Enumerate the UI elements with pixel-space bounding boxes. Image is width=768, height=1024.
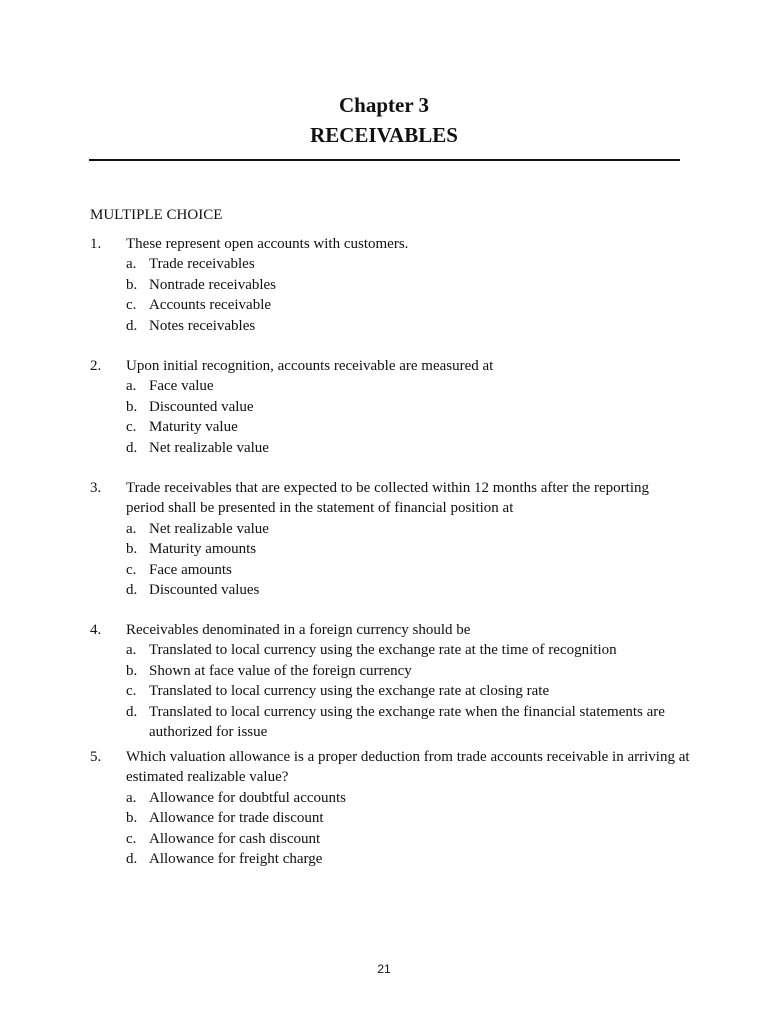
answer-option <box>90 438 690 458</box>
answer-option <box>90 397 690 417</box>
option-letter: b. <box>126 662 138 679</box>
question-number: 5. <box>90 749 102 765</box>
option-text: Allowance for cash discount <box>149 830 321 847</box>
option-letter: d. <box>126 582 138 599</box>
option-text: Trade receivables <box>149 256 255 273</box>
answer-option <box>90 849 690 869</box>
answer-option <box>90 681 690 701</box>
question-number: 3. <box>90 480 102 496</box>
option-text: Face value <box>149 378 214 395</box>
option-letter: b. <box>126 398 138 415</box>
section-heading: MULTIPLE CHOICE <box>90 207 223 223</box>
question-3 <box>90 478 690 600</box>
answer-option <box>90 376 690 396</box>
answer-option <box>90 560 690 580</box>
question-stem: Upon initial recognition, accounts receivable are measured at <box>126 358 494 374</box>
answer-option <box>90 295 690 315</box>
option-text: Maturity amounts <box>149 541 257 558</box>
question-1 <box>90 234 690 336</box>
option-text: Allowance for trade discount <box>149 810 324 827</box>
option-letter: d. <box>126 439 138 456</box>
option-letter: a. <box>126 642 137 659</box>
answer-option <box>90 829 690 849</box>
question-stem: Trade receivables that are expected to be collected within 12 months after the reporting period shall be presented in the statement of financial position at <box>126 480 650 517</box>
option-text: Net realizable value <box>149 520 269 537</box>
option-text: Allowance for freight charge <box>149 851 323 868</box>
answer-option <box>90 275 690 295</box>
answer-option <box>90 788 690 808</box>
option-text: Net realizable value <box>149 439 269 456</box>
option-text: Nontrade receivables <box>149 276 277 293</box>
option-letter: c. <box>126 561 137 578</box>
option-letter: d. <box>126 317 138 334</box>
option-letter: c. <box>126 830 137 847</box>
question-5 <box>90 747 690 869</box>
option-letter: a. <box>126 520 137 537</box>
option-letter: b. <box>126 810 138 827</box>
option-letter: b. <box>126 541 138 558</box>
option-letter: c. <box>126 419 137 436</box>
answer-option <box>90 539 690 559</box>
option-text: Discounted value <box>149 398 254 415</box>
option-letter: a. <box>126 378 137 395</box>
option-text: Face amounts <box>149 561 232 578</box>
question-stem: Which valuation allowance is a proper deduction from trade accounts receivable in arriving at estimated realizable value? <box>126 749 690 786</box>
question-number: 1. <box>90 236 102 252</box>
answer-option <box>90 661 690 681</box>
question-2 <box>90 356 690 458</box>
answer-option <box>90 254 690 274</box>
option-text: Translated to local currency using the exchange rate when the financial statements are authorized for issue <box>149 703 665 741</box>
question-4 <box>90 620 690 742</box>
answer-option <box>90 580 690 600</box>
option-text: Maturity value <box>149 419 238 436</box>
question-number: 4. <box>90 622 102 638</box>
option-letter: d. <box>126 851 138 868</box>
option-letter: a. <box>126 256 137 273</box>
option-text: Allowance for doubtful accounts <box>149 789 347 806</box>
option-text: Discounted values <box>149 582 260 599</box>
option-text: Translated to local currency using the exchange rate at the time of recognition <box>149 642 617 659</box>
option-text: Notes receivables <box>149 317 256 334</box>
option-letter: d. <box>126 703 138 720</box>
option-letter: c. <box>126 683 137 700</box>
answer-option <box>90 519 690 539</box>
answer-option <box>90 316 690 336</box>
option-text: Accounts receivable <box>149 297 272 314</box>
answer-option <box>90 640 690 660</box>
title-divider <box>89 159 680 161</box>
answer-option <box>90 808 690 828</box>
question-number: 2. <box>90 358 102 374</box>
option-letter: b. <box>126 276 138 293</box>
option-text: Shown at face value of the foreign currency <box>149 662 412 679</box>
chapter-title: RECEIVABLES <box>310 123 458 147</box>
answer-option <box>90 417 690 437</box>
chapter-heading: Chapter 3 <box>338 93 430 117</box>
question-stem: These represent open accounts with customers. <box>126 236 409 252</box>
page-number: 21 <box>377 962 391 976</box>
answer-option <box>90 702 690 743</box>
option-letter: a. <box>126 789 137 806</box>
option-text: Translated to local currency using the exchange rate at closing rate <box>149 683 550 700</box>
option-letter: c. <box>126 297 137 314</box>
question-stem: Receivables denominated in a foreign currency should be <box>126 622 471 638</box>
